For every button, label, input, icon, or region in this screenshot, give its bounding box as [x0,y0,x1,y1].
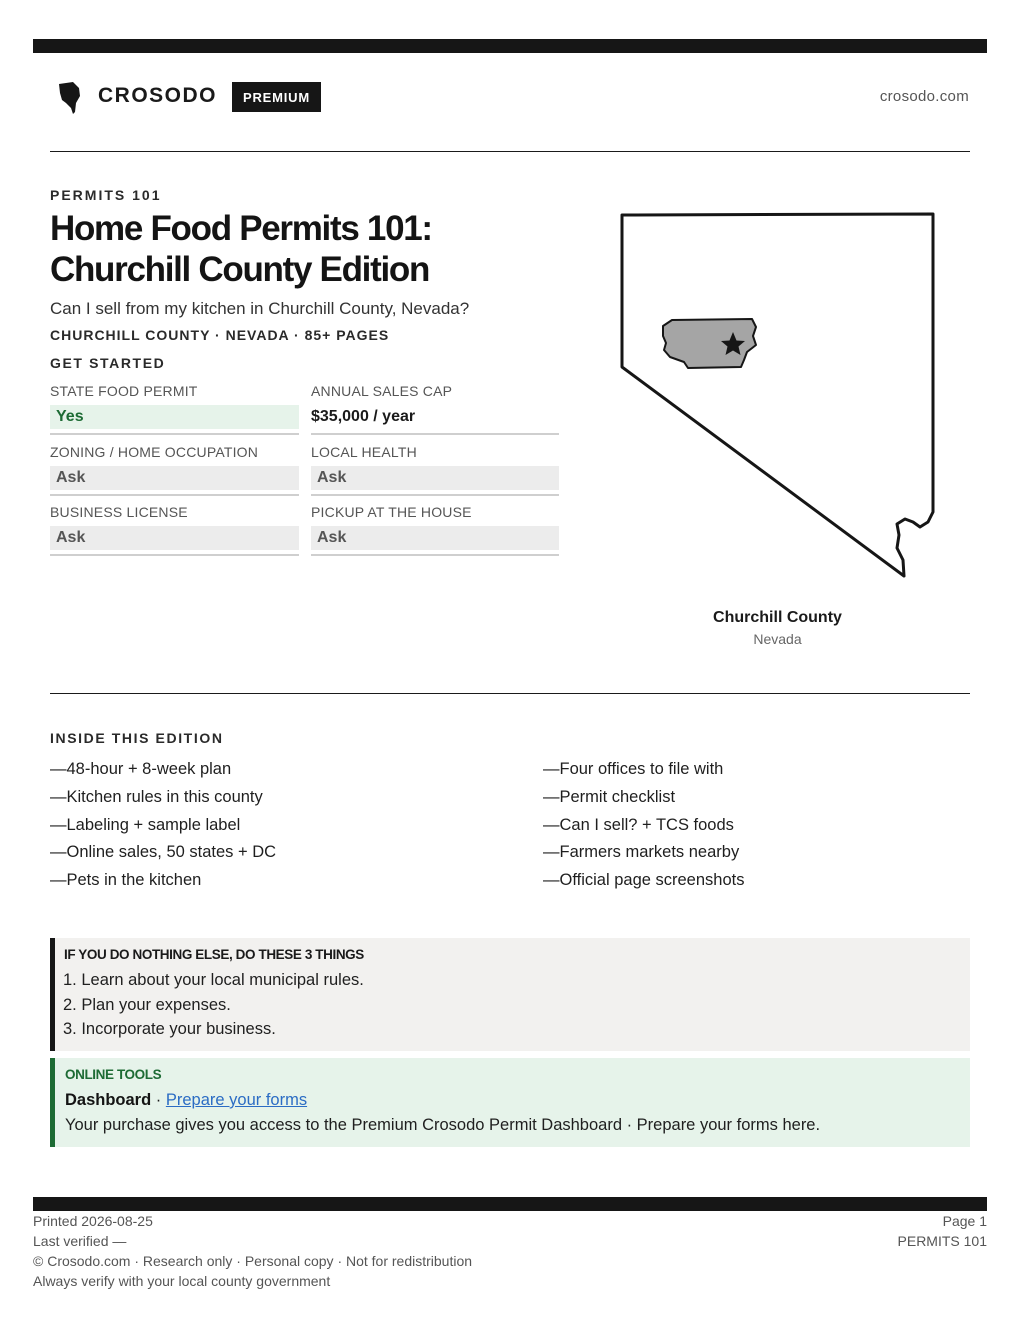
field-label: ZONING / HOME OCCUPATION [50,444,259,460]
field-value-ask: Ask [50,466,299,490]
field-value-yes: Yes [50,405,299,429]
field-value-ask: Ask [311,526,559,550]
list-item: —Farmers markets nearby [543,843,740,862]
premium-badge: PREMIUM [232,82,321,112]
inside-heading: INSIDE THIS EDITION [50,730,224,746]
field-zoning [50,444,299,496]
field-label: BUSINESS LICENSE [50,504,188,520]
title-line-1: Home Food Permits 101: [50,209,432,248]
list-item: —Official page screenshots [543,871,745,890]
field-underline [311,554,559,556]
todo-item: 3. Incorporate your business. [63,1020,276,1038]
field-state-food-permit [50,383,299,435]
footer-printed: Printed 2026-08-25 [33,1213,153,1229]
field-underline [311,494,559,496]
todo-item: 1. Learn about your local municipal rules. [63,971,364,989]
field-annual-sales-cap [311,383,559,435]
list-item: —48-hour + 8-week plan [50,760,232,778]
field-label: PICKUP AT THE HOUSE [311,504,472,520]
footer-verify-note: Always verify with your local county government [33,1273,331,1289]
todo-callout [50,938,970,1051]
online-tools-callout [50,1058,970,1147]
inside-list-left [50,759,510,898]
field-underline [50,433,299,435]
header-divider [50,151,970,152]
site-url[interactable]: crosodo.com [879,88,969,105]
list-item: —Four offices to file with [543,760,724,778]
field-pickup [311,504,559,556]
get-started-heading: GET STARTED [50,355,166,371]
list-item: —Online sales, 50 states + DC [50,843,277,862]
prepare-forms-link[interactable]: Prepare your forms [165,1091,308,1109]
field-underline [311,433,559,435]
field-business-license [50,504,299,556]
field-label: LOCAL HEALTH [311,444,417,460]
list-item: —Can I sell? + TCS foods [543,815,734,834]
footer-copyright: © Crosodo.com · Research only · Personal copy · Not for redistribution [33,1253,473,1269]
field-value-ask: Ask [50,526,299,550]
top-bar [33,39,987,53]
map-state-name: Nevada [753,631,802,647]
nevada-county-map [618,210,938,582]
field-value-ask: Ask [311,466,559,490]
separator: · [151,1091,166,1109]
dashboard-label: Dashboard [65,1091,152,1109]
map-county-name: Churchill County [713,609,842,626]
list-item: —Pets in the kitchen [50,871,202,890]
nevada-logo-icon [58,81,82,115]
footer-verified: Last verified — [33,1233,127,1249]
page-title [50,208,590,290]
page-meta: CHURCHILL COUNTY · NEVADA · 85+ PAGES [50,327,390,343]
todo-heading: IF YOU DO NOTHING ELSE, DO THESE 3 THINGS [64,947,364,962]
field-local-health [311,444,559,496]
field-label: STATE FOOD PERMIT [50,383,198,399]
field-label: ANNUAL SALES CAP [311,383,453,399]
field-value: $35,000 / year [311,408,416,425]
online-tools-description: Your purchase gives you access to the Premium Crosodo Permit Dashboard · Prepare your forms here. [65,1116,821,1134]
online-tools-heading: ONLINE TOOLS [65,1067,162,1082]
section-divider [50,693,970,694]
section-kicker: PERMITS 101 [50,187,162,203]
nevada-state-outline [622,214,933,576]
dashboard-line [65,1091,307,1110]
list-item: —Permit checklist [543,787,676,806]
footer-page-number: Page 1 [942,1213,987,1229]
field-underline [50,554,299,556]
title-line-2: Churchill County Edition [50,250,430,289]
bottom-bar [33,1197,987,1211]
inside-list-right [543,759,963,898]
list-item: —Labeling + sample label [50,815,241,834]
field-underline [50,494,299,496]
page-subtitle: Can I sell from my kitchen in Churchill County, Nevada? [50,299,470,318]
list-item: —Kitchen rules in this county [50,787,263,806]
todo-item: 2. Plan your expenses. [63,996,231,1014]
brand-name: CROSODO [98,84,218,107]
footer-section: PERMITS 101 [897,1233,987,1249]
